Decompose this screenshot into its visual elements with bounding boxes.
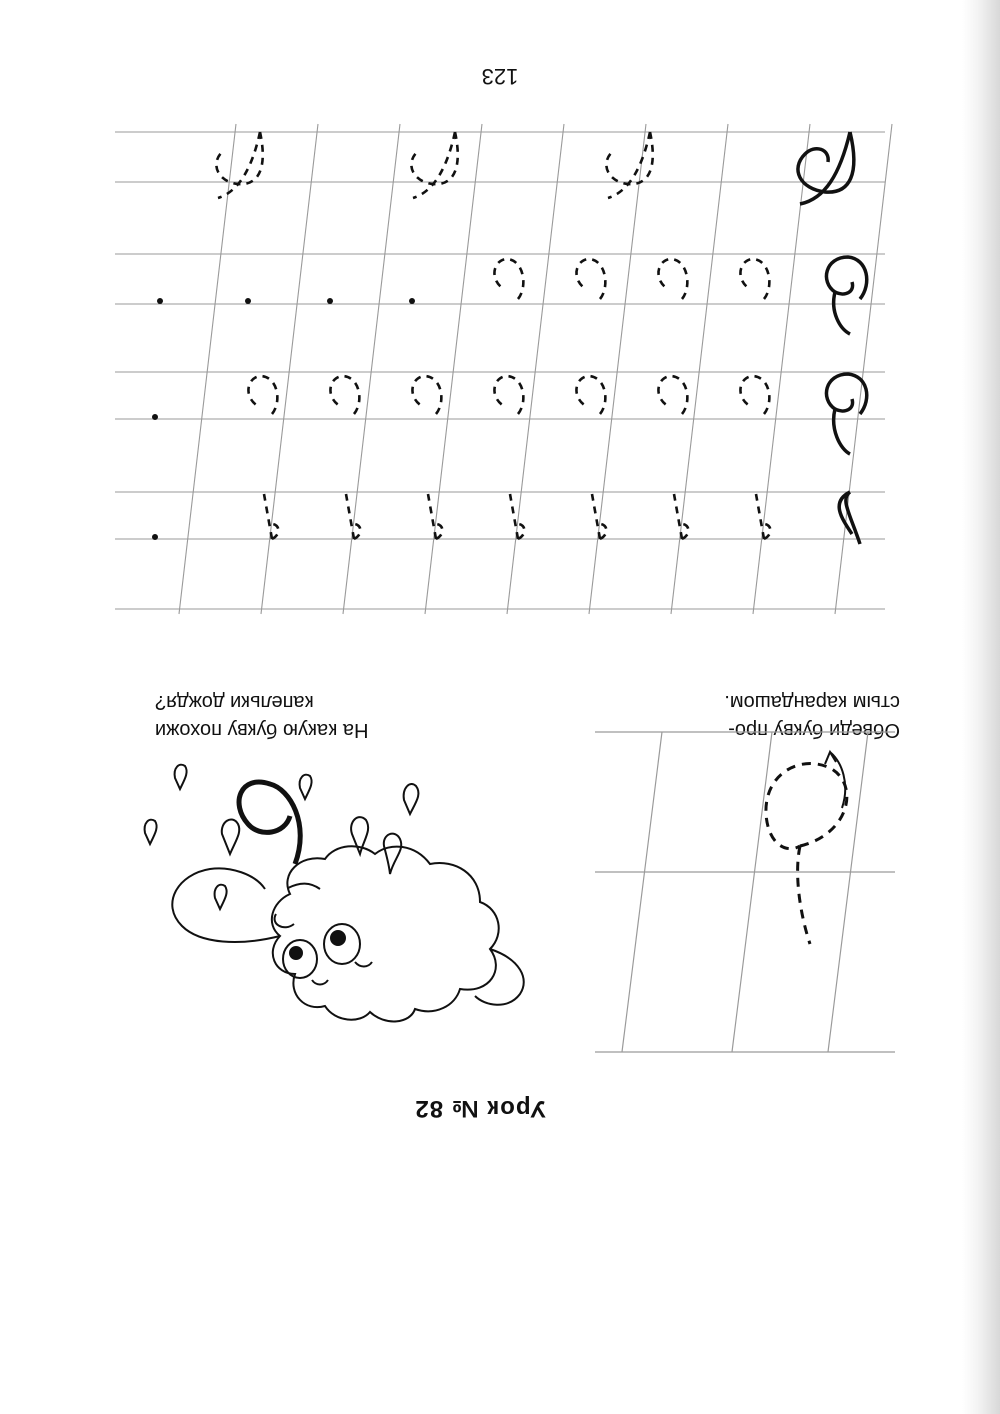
practice-row-1[interactable]	[152, 492, 860, 544]
practice-ruling	[115, 124, 892, 614]
trace-direction-arrow	[825, 752, 845, 808]
raindrop-question-line-1: На какую букву похожи	[155, 719, 369, 741]
cloud-illustration	[172, 846, 523, 1021]
big-raindrop-letter	[239, 782, 300, 864]
practice-row-3[interactable]	[157, 257, 867, 334]
cloud-mouth	[288, 884, 320, 889]
trace-model-letter[interactable]	[766, 764, 847, 944]
lesson-title: Урок № 82	[414, 1095, 546, 1122]
page-number: 123	[481, 64, 519, 89]
trace-letter-box	[595, 732, 895, 1052]
trace-instruction-line-1: Обведи букву про-	[728, 719, 900, 741]
trace-instruction-line-2: стым карандашом.	[724, 691, 900, 713]
raindrop-question-line-2: капельки дождя?	[155, 691, 314, 713]
row1-sample-letter	[839, 492, 860, 544]
cloud-bump-left	[475, 949, 524, 1005]
raindrops	[145, 765, 419, 909]
cloud-nose	[275, 914, 294, 927]
cloud-bump-right	[172, 868, 280, 942]
row2-sample-letter	[826, 374, 866, 454]
row3-sample-letter	[826, 257, 866, 334]
row4-sample-letter	[798, 132, 854, 204]
cloud-eye-right	[283, 940, 317, 978]
cloud-outline	[272, 846, 499, 1021]
practice-row-4[interactable]	[216, 132, 853, 204]
practice-row-2[interactable]	[152, 374, 867, 454]
